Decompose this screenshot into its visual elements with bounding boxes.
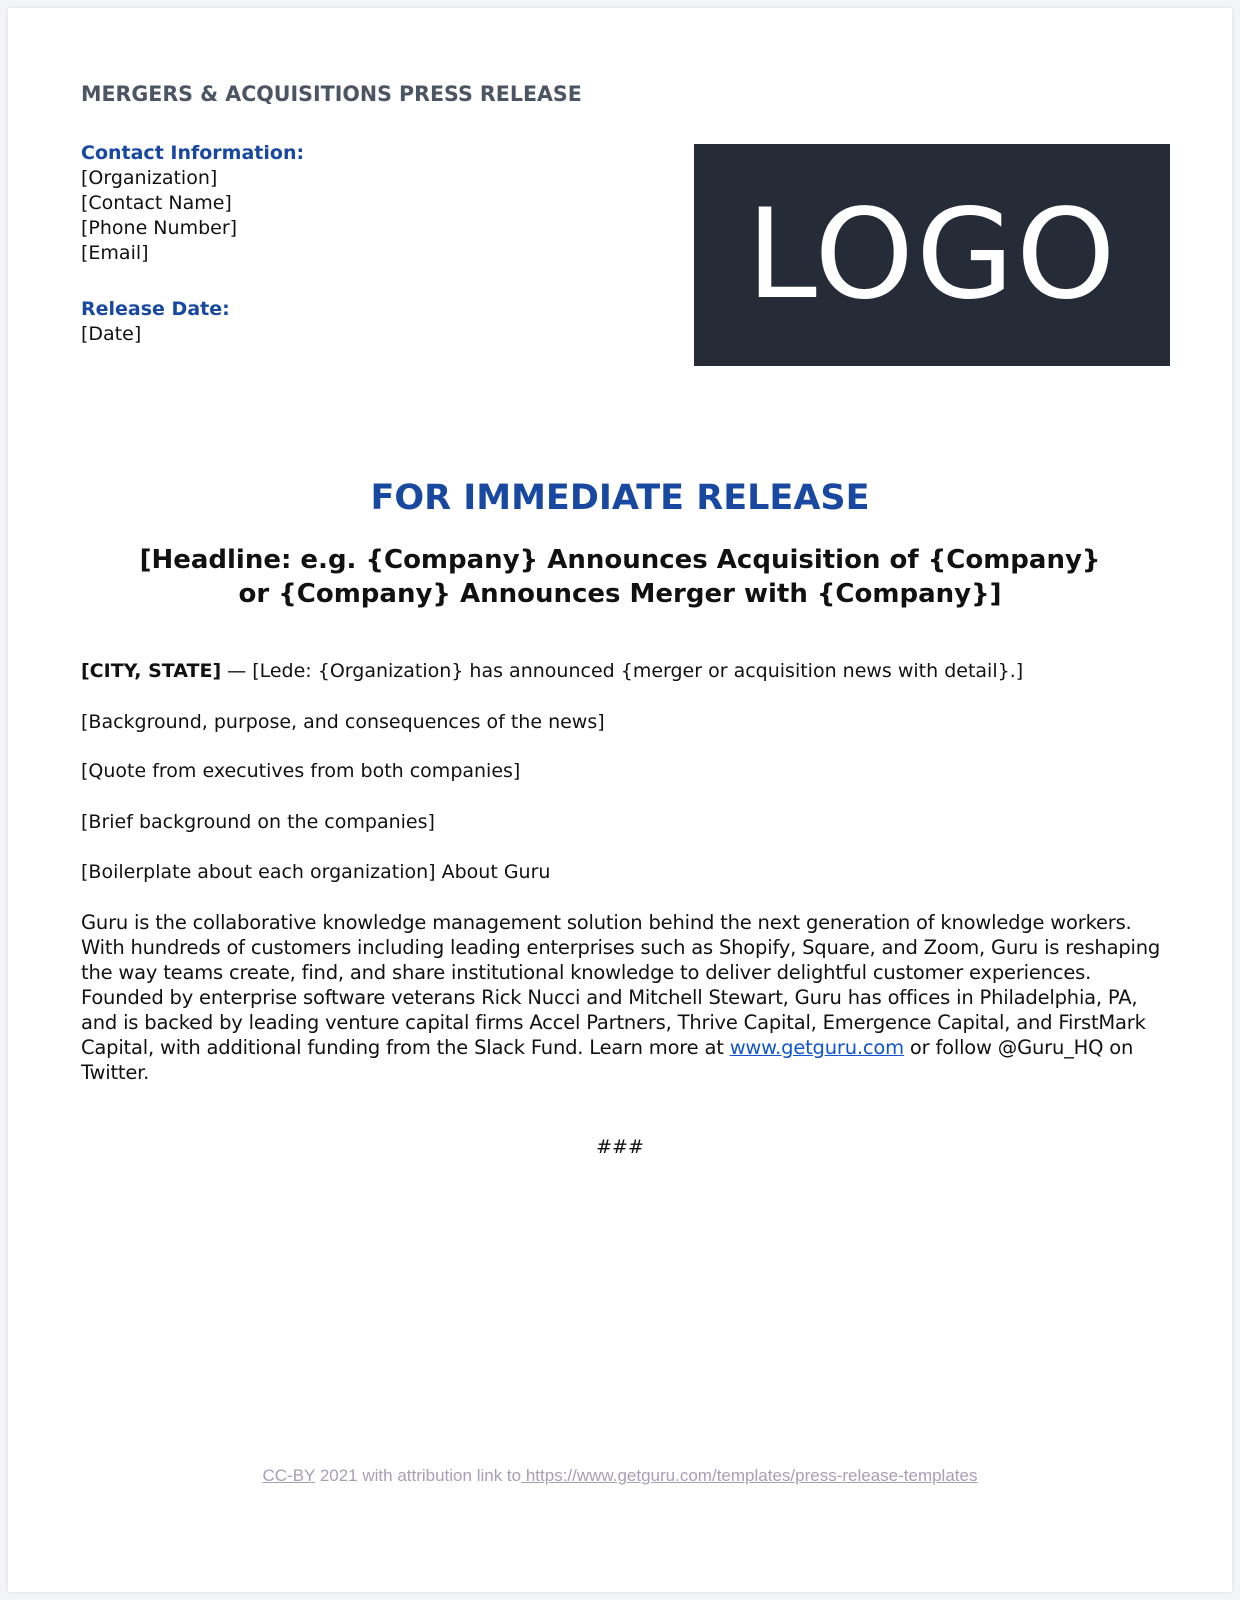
attribution-footer <box>8 1466 1232 1486</box>
lede-paragraph <box>81 659 1171 684</box>
template-url-link[interactable]: https://www.getguru.com/templates/press-release-templates <box>521 1466 978 1485</box>
dateline: [CITY, STATE] <box>81 660 222 682</box>
about-text: Guru is the collaborative knowledge management solution behind the next generation of knowledge workers. With hundreds of customers including leading enterprises such as Shopify, Square, and Zoom, Guru is reshaping the way teams create, find, and share institutional knowledge to deliver delightful customer experiences. Founded by enterprise software veterans Rick Nucci and Mitchell Stewart, Guru has offices in Philadelphia, PA, and is backed by leading venture capital firms Accel Partners, Thrive Capital, Emergence Capital, and FirstMark Capital, with additional funding from the Slack Fund. Learn more at <box>81 911 1161 1059</box>
headline <box>8 543 1232 611</box>
about-text-end: or follow @Guru_HQ on Twitter. <box>81 1036 1134 1084</box>
release-date-heading: Release Date: <box>81 298 230 320</box>
cc-by-link[interactable]: CC-BY <box>262 1466 316 1485</box>
company-background-paragraph: [Brief background on the companies] <box>81 811 435 833</box>
quote-paragraph: [Quote from executives from both companies] <box>81 760 521 782</box>
logo-text: LOGO <box>746 183 1118 327</box>
contact-organization: [Organization] <box>81 167 218 189</box>
contact-information-block <box>81 140 304 266</box>
document-page <box>8 8 1232 1592</box>
headline-line-2: or {Company} Announces Merger with {Company}] <box>238 579 1002 609</box>
contact-information-heading: Contact Information: <box>81 142 305 164</box>
getguru-link[interactable]: www.getguru.com <box>729 1036 904 1059</box>
background-paragraph: [Background, purpose, and consequences of the news] <box>81 711 605 733</box>
release-date-value: [Date] <box>81 323 142 345</box>
end-of-release-mark: ### <box>596 1136 644 1158</box>
contact-phone: [Phone Number] <box>81 217 238 239</box>
document-type-label: MERGERS & ACQUISITIONS PRESS RELEASE <box>81 82 582 106</box>
release-date-block <box>81 296 230 347</box>
lede-text: — [Lede: {Organization} has announced {merger or acquisition news with detail}.] <box>221 660 1024 682</box>
attribution-text: 2021 with attribution link to <box>315 1466 522 1485</box>
logo-placeholder <box>694 144 1170 366</box>
for-immediate-release-heading: FOR IMMEDIATE RELEASE <box>370 478 870 518</box>
contact-name: [Contact Name] <box>81 192 232 214</box>
boilerplate-paragraph: [Boilerplate about each organization] About Guru <box>81 861 551 883</box>
headline-line-1: [Headline: e.g. {Company} Announces Acquisition of {Company} <box>139 545 1101 575</box>
about-guru-paragraph <box>81 910 1171 1085</box>
contact-email: [Email] <box>81 242 149 264</box>
